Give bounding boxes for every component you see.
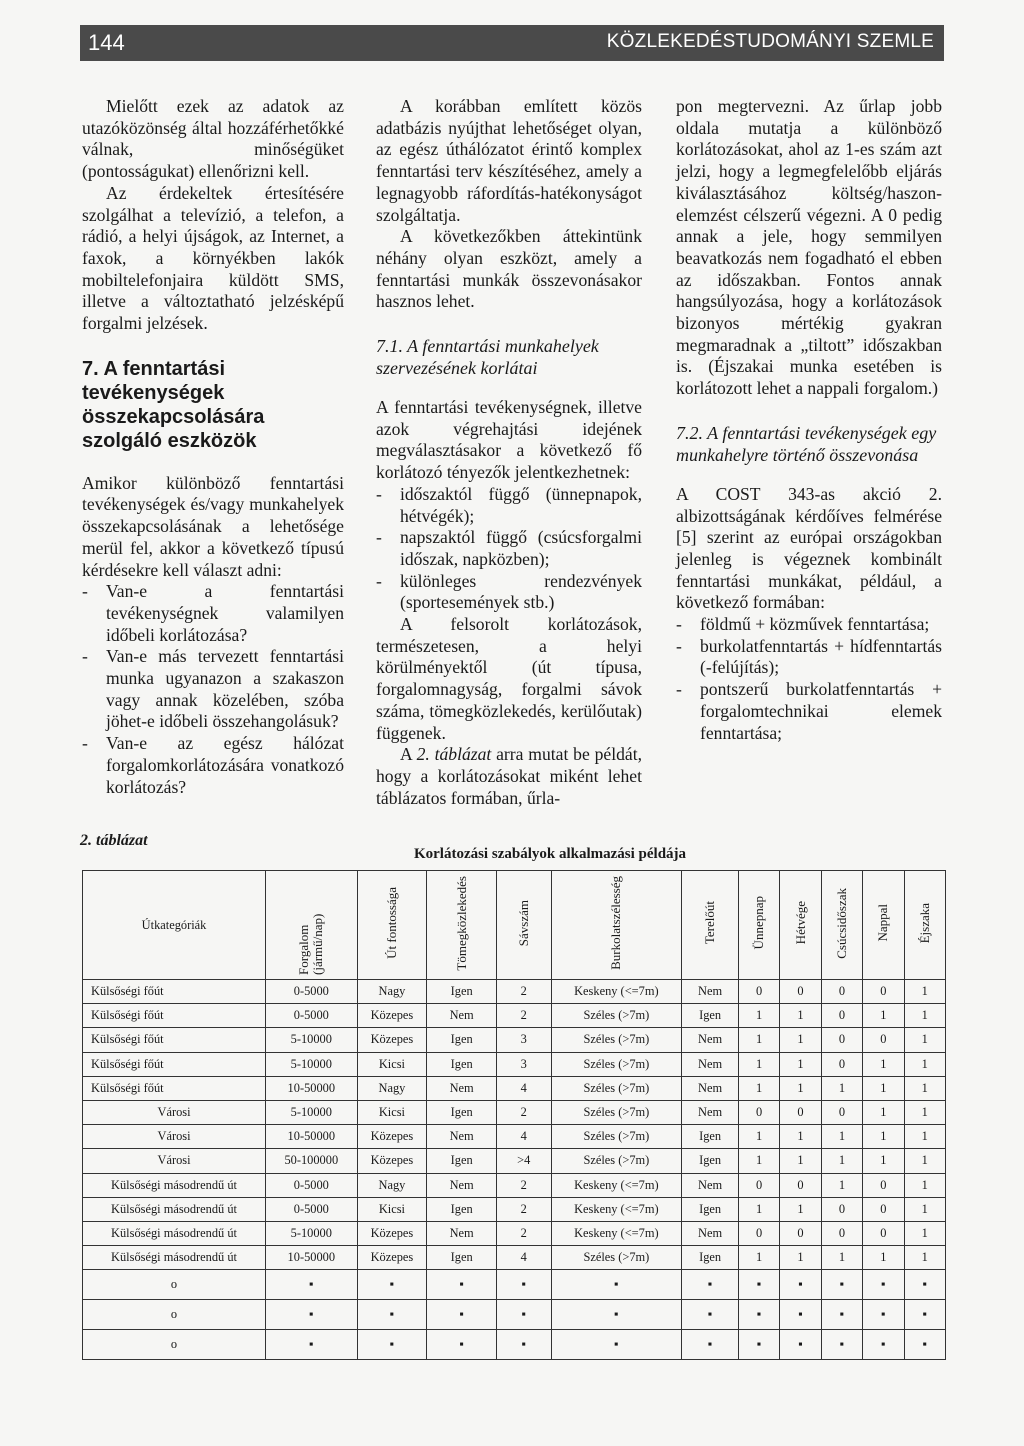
table-cell: Közepes xyxy=(357,1221,427,1245)
table-cell: 1 xyxy=(904,1028,945,1052)
column-header-label: Hétvége xyxy=(792,901,808,945)
table-cell: ▪ xyxy=(427,1270,497,1300)
table-cell: Közepes xyxy=(357,1028,427,1052)
question-list xyxy=(82,581,344,798)
table-cell: Széles (>7m) xyxy=(551,1125,682,1149)
table-cell: Nem xyxy=(682,1221,739,1245)
column-2 xyxy=(376,96,642,809)
column-header-label: Sávszám xyxy=(515,899,531,947)
table-cell: Közepes xyxy=(357,1004,427,1028)
table-body xyxy=(83,980,946,1360)
road-category-cell: Városi xyxy=(83,1149,266,1173)
table-label: 2. táblázat xyxy=(80,832,148,849)
table-cell: 1 xyxy=(904,1004,945,1028)
table-row xyxy=(83,1246,946,1270)
table-cell: 1 xyxy=(780,1149,821,1173)
table-cell: ▪ xyxy=(863,1330,904,1360)
table-cell: 0 xyxy=(821,1028,862,1052)
restriction-table xyxy=(82,870,946,1360)
table-cell: Igen xyxy=(427,1246,497,1270)
list-item: - Van-e a fenntartási tevékenységnek valamilyen időbeli korlátozása? xyxy=(82,581,344,646)
table-cell: 1 xyxy=(863,1100,904,1124)
column-header-label: Éjszaka xyxy=(916,902,932,944)
column-header: Útkategóriák xyxy=(83,871,266,980)
table-cell: 1 xyxy=(821,1246,862,1270)
paragraph: A korábban említett közös adatbázis nyújthat lehetőséget olyan, az egész úthálózatot érintő komplex fenntartási terv készítéséhez, amely a legnagyobb ráfordítás-hatékonyságot szolgáltatja. xyxy=(376,96,642,225)
paragraph: Mielőtt ezek az adatok az utazóközönség által hozzáférhetőkké válnak, minőségüket (pontosságukat) ellenőrizni kell. xyxy=(82,96,344,182)
table-row xyxy=(83,980,946,1004)
table-row xyxy=(83,1125,946,1149)
table-cell: Nagy xyxy=(357,980,427,1004)
table-cell: Nem xyxy=(682,1052,739,1076)
paragraph: A COST 343-as akció 2. albizottságának kérdőíves felmérése [5] szerint az európai országokban jelenleg is végeznek kombinált fenntartási munkákat, például, a következő formában: xyxy=(676,483,942,613)
table-cell: Igen xyxy=(682,1125,739,1149)
table-cell: Kicsi xyxy=(357,1197,427,1221)
table-cell: 0 xyxy=(821,980,862,1004)
table-cell: ▪ xyxy=(357,1330,427,1360)
paragraph xyxy=(376,744,642,809)
road-category-cell: Külsőségi másodrendű út xyxy=(83,1197,266,1221)
table-cell: 2 xyxy=(497,1173,551,1197)
text-run: arra mutat be példát, hogy a korlátozásokat miként lehet táblázatos formában, űrla- xyxy=(376,744,642,808)
table-cell: ▪ xyxy=(266,1300,358,1330)
column-header xyxy=(863,871,904,980)
column-header xyxy=(497,871,551,980)
table-cell: 1 xyxy=(904,1173,945,1197)
column-1 xyxy=(82,96,344,798)
column-header xyxy=(780,871,821,980)
table-cell: 1 xyxy=(904,980,945,1004)
table-cell: Igen xyxy=(427,1100,497,1124)
column-header-label: Tömegközlekedés xyxy=(453,875,469,971)
table-cell: ▪ xyxy=(904,1330,945,1360)
table-cell: Széles (>7m) xyxy=(551,1028,682,1052)
table-cell: 4 xyxy=(497,1246,551,1270)
road-category-cell: Külsőségi másodrendű út xyxy=(83,1173,266,1197)
table-cell: Igen xyxy=(682,1004,739,1028)
paragraph: A felsorolt korlátozások, természetesen, a helyi körülményektől (út típusa, forgalomnagyság, forgalmi sávok száma, tömegközlekedés, kerülőutak) függenek. xyxy=(376,614,642,743)
table-row xyxy=(83,1028,946,1052)
table-cell: ▪ xyxy=(427,1300,497,1330)
table-cell: 10-50000 xyxy=(266,1125,358,1149)
table-cell: 0 xyxy=(780,980,821,1004)
road-category-cell: Külsőségi másodrendű út xyxy=(83,1221,266,1245)
table-cell: 1 xyxy=(780,1004,821,1028)
column-header-label: Ünnepnap xyxy=(751,896,767,950)
table-cell: 4 xyxy=(497,1076,551,1100)
table-cell: ▪ xyxy=(682,1270,739,1300)
table-cell: Kicsi xyxy=(357,1100,427,1124)
table-cell: Keskeny (<=7m) xyxy=(551,1221,682,1245)
table-cell: >4 xyxy=(497,1149,551,1173)
table-cell: Keskeny (<=7m) xyxy=(551,980,682,1004)
table-cell: 1 xyxy=(904,1100,945,1124)
paragraph: Amikor különböző fenntartási tevékenységek és/vagy munkahelyek összekapcsolásának a lehetősége merül fel, akkor a következő típusú kérdésekre kell választ adni: xyxy=(82,472,344,580)
column-header-label: Csúcsidőszak xyxy=(833,887,849,959)
table-cell: ▪ xyxy=(780,1270,821,1300)
table-cell: ▪ xyxy=(738,1330,779,1360)
table-cell: 1 xyxy=(821,1149,862,1173)
table-cell: 0 xyxy=(738,1100,779,1124)
journal-title: KÖZLEKEDÉSTUDOMÁNYI SZEMLE xyxy=(606,31,934,52)
table-cell: Igen xyxy=(427,1028,497,1052)
column-header xyxy=(266,871,358,980)
table-cell: Széles (>7m) xyxy=(551,1149,682,1173)
table-cell: Nagy xyxy=(357,1173,427,1197)
subsection-heading: 7.2. A fenntartási tevékenységek egy munkahelyre történő összevonása xyxy=(676,422,937,465)
table-cell: ▪ xyxy=(904,1300,945,1330)
table-cell: ▪ xyxy=(780,1300,821,1330)
table-cell: Széles (>7m) xyxy=(551,1246,682,1270)
table-cell: 0 xyxy=(821,1052,862,1076)
subsection-heading: 7.1. A fenntartási munkahelyek szervezésének korlátai xyxy=(376,336,599,379)
table-cell: ▪ xyxy=(863,1270,904,1300)
table-row xyxy=(83,1270,946,1300)
table-cell: 10-50000 xyxy=(266,1246,358,1270)
table-cell: 1 xyxy=(863,1246,904,1270)
table-cell: ▪ xyxy=(427,1330,497,1360)
table-cell: ▪ xyxy=(357,1270,427,1300)
table-cell: 2 xyxy=(497,1100,551,1124)
column-header xyxy=(551,871,682,980)
table-cell: 1 xyxy=(738,1149,779,1173)
table-cell: Széles (>7m) xyxy=(551,1004,682,1028)
road-category-cell: Városi xyxy=(83,1125,266,1149)
table-cell: ▪ xyxy=(682,1330,739,1360)
table-cell: 5-10000 xyxy=(266,1028,358,1052)
table-cell: Közepes xyxy=(357,1125,427,1149)
column-header-label: Nappal xyxy=(875,904,891,942)
table-cell: 1 xyxy=(904,1221,945,1245)
table-cell: 1 xyxy=(780,1076,821,1100)
table-cell: 1 xyxy=(738,1052,779,1076)
table-cell: 1 xyxy=(821,1173,862,1197)
table-cell: Nem xyxy=(427,1125,497,1149)
table-row xyxy=(83,1300,946,1330)
table-row xyxy=(83,1330,946,1360)
table-cell: ▪ xyxy=(738,1270,779,1300)
table-cell: ▪ xyxy=(821,1300,862,1330)
table-cell: ▪ xyxy=(357,1300,427,1330)
table-cell: 1 xyxy=(863,1004,904,1028)
page-number: 144 xyxy=(88,30,125,55)
road-category-cell: Városi xyxy=(83,1100,266,1124)
table-cell: 1 xyxy=(780,1197,821,1221)
table-cell: 0 xyxy=(821,1197,862,1221)
table-cell: 5-10000 xyxy=(266,1052,358,1076)
column-header xyxy=(682,871,739,980)
table-cell: Igen xyxy=(682,1197,739,1221)
table-cell: Nem xyxy=(682,1076,739,1100)
table-cell: 1 xyxy=(863,1125,904,1149)
table-row xyxy=(83,1076,946,1100)
table-cell: 1 xyxy=(904,1149,945,1173)
table-cell: Nem xyxy=(427,1076,497,1100)
table-cell: 2 xyxy=(497,1004,551,1028)
table-caption: Korlátozási szabályok alkalmazási példája xyxy=(413,846,687,862)
table-cell: ▪ xyxy=(821,1270,862,1300)
table-cell: 0 xyxy=(738,980,779,1004)
road-category-cell: o xyxy=(83,1300,266,1330)
table-cell: ▪ xyxy=(497,1300,551,1330)
table-reference: 2. táblázat xyxy=(416,744,492,765)
table-cell: Nem xyxy=(682,1028,739,1052)
table-cell: 5-10000 xyxy=(266,1100,358,1124)
column-header xyxy=(357,871,427,980)
table-cell: ▪ xyxy=(780,1330,821,1360)
table-cell: Nagy xyxy=(357,1076,427,1100)
section-heading: 7. A fenntartási tevékenységek összekapcsolására szolgáló eszközök xyxy=(82,357,265,452)
table-cell: 0 xyxy=(863,1028,904,1052)
road-category-cell: Külsőségi főút xyxy=(83,1052,266,1076)
table-cell: Nem xyxy=(427,1221,497,1245)
column-header xyxy=(821,871,862,980)
table-cell: 0 xyxy=(863,1197,904,1221)
table-cell: ▪ xyxy=(863,1300,904,1330)
road-category-cell: o xyxy=(83,1270,266,1300)
table-cell: Nem xyxy=(427,1004,497,1028)
table-cell: 0 xyxy=(821,1004,862,1028)
table-cell: Igen xyxy=(427,1149,497,1173)
column-header xyxy=(738,871,779,980)
table-cell: 0 xyxy=(738,1173,779,1197)
paragraph: A fenntartási tevékenységnek, illetve azok végrehajtási idejének megválasztásakor a következő fő korlátozó tényezők jelentkezhetnek: xyxy=(376,397,642,483)
road-category-cell: Külsőségi főút xyxy=(83,1004,266,1028)
table-cell: 1 xyxy=(738,1125,779,1149)
list-item: - időszaktól függő (ünnepnapok, hétvégék); xyxy=(376,484,642,527)
table-cell: ▪ xyxy=(551,1270,682,1300)
column-header-label: Terelőút xyxy=(702,901,718,945)
table-cell: Nem xyxy=(682,980,739,1004)
running-header xyxy=(80,25,944,61)
table-cell: 3 xyxy=(497,1028,551,1052)
table-row xyxy=(83,1197,946,1221)
text-run: A xyxy=(400,744,417,765)
table-cell: 1 xyxy=(738,1076,779,1100)
table-row xyxy=(83,1052,946,1076)
table-cell: Nem xyxy=(427,1173,497,1197)
table-cell: ▪ xyxy=(266,1330,358,1360)
list-item: - Van-e más tervezett fenntartási munka ugyanazon a szakaszon vagy annak közelében, szóba jöhet-e időbeli összehangolásuk? xyxy=(82,646,344,733)
column-header xyxy=(904,871,945,980)
table-cell: 0 xyxy=(863,1173,904,1197)
table-cell: Igen xyxy=(682,1246,739,1270)
table-row xyxy=(83,1149,946,1173)
table-cell: 0 xyxy=(780,1221,821,1245)
road-category-cell: Külsőségi főút xyxy=(83,1028,266,1052)
table-header-row xyxy=(83,871,946,980)
table-cell: Közepes xyxy=(357,1149,427,1173)
table-cell: Igen xyxy=(427,1197,497,1221)
table-cell: 1 xyxy=(738,1246,779,1270)
table-cell: 0 xyxy=(863,980,904,1004)
table-cell: 0 xyxy=(738,1221,779,1245)
table-cell: ▪ xyxy=(738,1300,779,1330)
paragraph: A következőkben áttekintünk néhány olyan eszközt, amely a fenntartási munkák összevonásakor hasznos lehet. xyxy=(376,226,642,312)
table-cell: 1 xyxy=(904,1076,945,1100)
table-cell: 0-5000 xyxy=(266,980,358,1004)
table-cell: 0-5000 xyxy=(266,1004,358,1028)
road-category-cell: Külsőségi másodrendű út xyxy=(83,1246,266,1270)
table-cell: 1 xyxy=(780,1246,821,1270)
road-category-cell: Külsőségi főút xyxy=(83,1076,266,1100)
table-cell: 1 xyxy=(738,1197,779,1221)
table-cell: 0 xyxy=(780,1100,821,1124)
table-cell: 1 xyxy=(904,1197,945,1221)
column-3 xyxy=(676,96,942,744)
table-cell: 0 xyxy=(821,1221,862,1245)
column-header-label: Forgalom (jármű/nap) xyxy=(296,913,326,975)
table-cell: Igen xyxy=(427,980,497,1004)
column-header xyxy=(427,871,497,980)
table-cell: 2 xyxy=(497,1221,551,1245)
table-cell: Széles (>7m) xyxy=(551,1052,682,1076)
list-item: - napszaktól függő (csúcsforgalmi időszak, napközben); xyxy=(376,527,642,570)
road-category-cell: o xyxy=(83,1330,266,1360)
table-cell: 1 xyxy=(738,1004,779,1028)
column-header-label: Út fontossága xyxy=(383,887,399,959)
table-cell: 3 xyxy=(497,1052,551,1076)
table-cell: ▪ xyxy=(904,1270,945,1300)
table-cell: 0 xyxy=(863,1221,904,1245)
table-cell: 1 xyxy=(904,1125,945,1149)
table-cell: 0-5000 xyxy=(266,1197,358,1221)
table-cell: 0 xyxy=(780,1173,821,1197)
table-cell: Nem xyxy=(682,1100,739,1124)
paragraph: Az érdekeltek értesítésére szolgálhat a televízió, a telefon, a rádió, a helyi újságok, az Internet, a faxok, a környékben lakók mobiltelefonjaira küldött SMS, illetve a változtatható jelzésképű forgalmi jelzések. xyxy=(82,182,344,334)
table-cell: 1 xyxy=(821,1125,862,1149)
list-item: - burkolatfenntartás + hídfenntartás (-felújítás); xyxy=(676,636,942,679)
column-header-label: Burkolatszélesség xyxy=(608,876,624,970)
combination-list xyxy=(676,614,942,744)
table-row xyxy=(83,1100,946,1124)
table-cell: 2 xyxy=(497,980,551,1004)
list-item: - földmű + közművek fenntartása; xyxy=(676,614,942,636)
table-cell: 1 xyxy=(821,1076,862,1100)
table-cell: Keskeny (<=7m) xyxy=(551,1197,682,1221)
constraint-list xyxy=(376,484,642,614)
table-cell: 1 xyxy=(780,1125,821,1149)
table-cell: Nem xyxy=(682,1173,739,1197)
table-cell: 5-10000 xyxy=(266,1221,358,1245)
table-cell: 2 xyxy=(497,1197,551,1221)
table-cell: Közepes xyxy=(357,1246,427,1270)
table-cell: 1 xyxy=(904,1052,945,1076)
table-cell: ▪ xyxy=(682,1300,739,1330)
table-cell: 4 xyxy=(497,1125,551,1149)
table-cell: Széles (>7m) xyxy=(551,1100,682,1124)
table-cell: 1 xyxy=(738,1028,779,1052)
table-cell: 50-100000 xyxy=(266,1149,358,1173)
table-row xyxy=(83,1221,946,1245)
table-cell: 1 xyxy=(780,1052,821,1076)
table-cell: Keskeny (<=7m) xyxy=(551,1173,682,1197)
table-cell: ▪ xyxy=(551,1300,682,1330)
list-item: - Van-e az egész hálózat forgalomkorlátozására vonatkozó korlátozás? xyxy=(82,733,344,798)
road-category-cell: Külsőségi főút xyxy=(83,980,266,1004)
table-cell: ▪ xyxy=(551,1330,682,1360)
table-cell: Igen xyxy=(682,1149,739,1173)
table-cell: 1 xyxy=(904,1246,945,1270)
table-cell: ▪ xyxy=(821,1330,862,1360)
list-item: - különleges rendezvények (sportesemények stb.) xyxy=(376,571,642,614)
table-cell: 1 xyxy=(780,1028,821,1052)
table-cell: ▪ xyxy=(497,1330,551,1360)
table-row xyxy=(83,1173,946,1197)
table-cell: 0 xyxy=(821,1100,862,1124)
table-cell: 10-50000 xyxy=(266,1076,358,1100)
table-cell: 1 xyxy=(863,1149,904,1173)
table-cell: ▪ xyxy=(497,1270,551,1300)
table-cell: Széles (>7m) xyxy=(551,1076,682,1100)
table-cell: 0-5000 xyxy=(266,1173,358,1197)
table-cell: Kicsi xyxy=(357,1052,427,1076)
paragraph: pon megtervezni. Az űrlap jobb oldala mutatja a különböző korlátozásokat, ahol az 1-es szám azt jelzi, hogy a legmegfelelőbb eljárás kiválasztásához költség/haszon-elemzést célszerű végezni. A 0 pedig annak a jele, hogy semmilyen beavatkozás nem fogadható el ebben az időszakban. Fontos annak hangsúlyozása, hogy a korlátozások bizonyos mértékig gyakran megmaradnak a „tiltott” időszakban is. (Éjszakai munka esetében is korlátozott lehet a nappali forgalom.) xyxy=(676,96,942,399)
table-row xyxy=(83,1004,946,1028)
list-item: - pontszerű burkolatfenntartás + forgalomtechnikai elemek fenntartása; xyxy=(676,679,942,744)
table-cell: Igen xyxy=(427,1052,497,1076)
table-cell: 1 xyxy=(863,1052,904,1076)
table-cell: 1 xyxy=(863,1076,904,1100)
table-cell: ▪ xyxy=(266,1270,358,1300)
